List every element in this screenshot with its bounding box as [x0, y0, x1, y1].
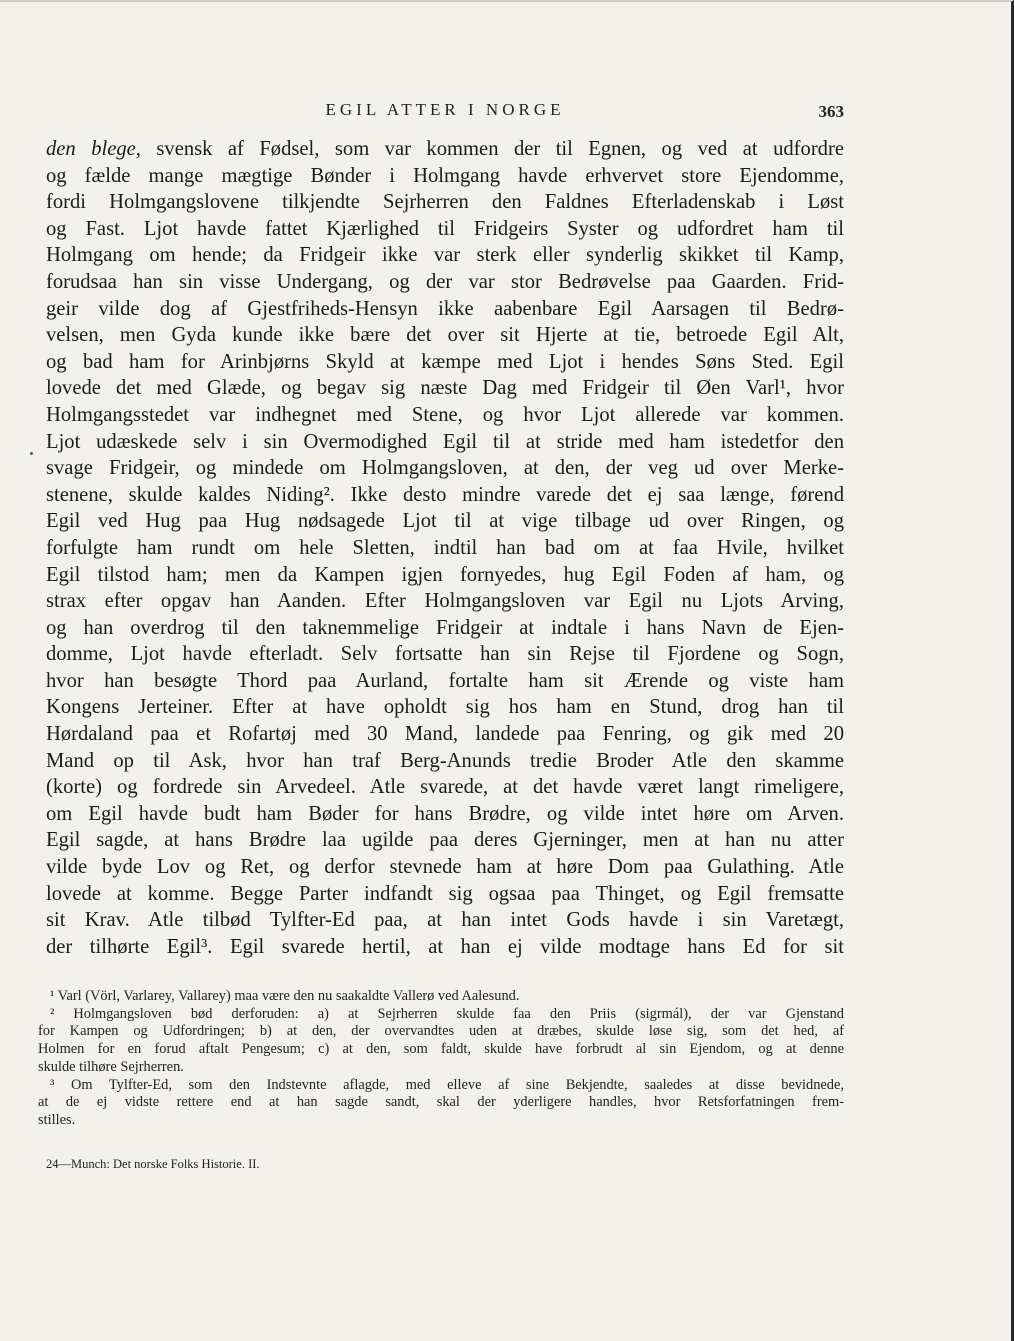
body-line: Holmgang om hende; da Fridgeir ikke var sterk eller synderlig skikket til Kamp,: [46, 244, 844, 267]
footnote-line: Holmen for en forud aftalt Pengesum; c) at den, som faldt, skulde have forbrudt al sin Ejendom, og at denne: [38, 1041, 844, 1058]
lead-italic: den blege,: [46, 138, 141, 160]
body-line: geir vilde dog af Gjestfriheds-Hensyn ikke aabenbare Egil Aarsagen til Bedrø-: [46, 297, 844, 320]
printer-signature: 24—Munch: Det norske Folks Historie. II.: [46, 1157, 260, 1171]
body-line: og han overdrog til den taknemmelige Fridgeir at indtale i hans Navn de Ejen-: [46, 616, 844, 639]
footnote: [38, 988, 844, 1006]
body-line: velsen, men Gyda kunde ikke bære det over sit Hjerte at tie, betroede Egil Alt,: [46, 324, 844, 347]
body-line: sit Krav. Atle tilbød Tylfter-Ed paa, at han intet Gods havde i sin Varetægt,: [46, 909, 844, 932]
footnote: [38, 1006, 844, 1077]
body-line: vilde byde Lov og Ret, og derfor stevnede ham at høre Dom paa Gulathing. Atle: [46, 856, 844, 879]
body-line: strax efter opgav han Aanden. Efter Holmgangsloven var Egil nu Ljots Arving,: [46, 590, 844, 613]
footnote-line: for Kampen og Udfordringen; b) at den, der overvandtes uden at dræbes, skulde løse sig, som det hed, af: [38, 1023, 844, 1040]
body-line: stenene, skulde kaldes Niding². Ikke desto mindre varede det ej saa længe, førend: [46, 483, 844, 506]
body-line: hvor han besøgte Thord paa Aurland, fortalte ham sit Ærende og viste ham: [46, 669, 844, 692]
body-line: svage Fridgeir, og mindede om Holmgangsloven, at den, der veg ud over Merke-: [46, 457, 844, 480]
body-line: og fælde mange mægtige Bønder i Holmgang havde erhvervet store Ejendomme,: [46, 164, 844, 187]
footnote-line: ² Holmgangsloven bød derforuden: a) at Sejrherren skulde faa den Priis (sigrmál), der var Gjenstand: [50, 1005, 844, 1022]
body-line: lovede det med Glæde, og begav sig næste Dag med Fridgeir til Øen Varl¹, hvor: [46, 377, 844, 400]
body-line: Holmgangsstedet var indhegnet med Stene, og hvor Ljot allerede var kommen.: [46, 403, 844, 426]
footnote-line: at de ej vidste rettere end at han sagde sandt, skal der yderligere handles, hvor Retsforfatningen frem-: [38, 1094, 844, 1111]
body-line: Mand op til Ask, hvor han traf Berg-Anunds tredie Broder Atle den skamme: [46, 749, 844, 772]
footnote-line: skulde tilhøre Sejrherren.: [38, 1058, 184, 1075]
margin-mark: [30, 452, 33, 455]
body-line: Egil ved Hug paa Hug nødsagede Ljot til at vige tilbage ud over Ringen, og: [46, 510, 844, 533]
body-line: Hørdaland paa et Rofartøj med 30 Mand, landede paa Fenring, og gik med 20: [46, 723, 844, 746]
body-line: der tilhørte Egil³. Egil svarede hertil, at han ej vilde modtage hans Ed for sit: [46, 935, 844, 958]
footnote-line: ¹ Varl (Vörl, Varlarey, Vallarey) maa være den nu saakaldte Vallerø ved Aalesund.: [50, 988, 520, 1004]
body-line: domme, Ljot havde efterladt. Selv fortsatte han sin Rejse til Fjordene og Sogn,: [46, 643, 844, 666]
body-lines: [46, 163, 844, 961]
body-line: fordi Holmgangslovene tilkjendte Sejrherren den Faldnes Efterladenskab i Løst: [46, 191, 844, 214]
body-line: Kongens Jerteiner. Efter at have opholdt sig hos ham en Stund, drog han til: [46, 696, 844, 719]
body-line: Ljot udæskede selv i sin Overmodighed Egil til at stride med ham istedetfor den: [46, 430, 844, 453]
page-header: [46, 100, 844, 130]
page-number: 363: [818, 102, 844, 121]
body-text: [46, 136, 844, 960]
body-line: og bad ham for Arinbjørns Skyld at kæmpe med Ljot i hendes Søns Sted. Egil: [46, 350, 844, 373]
body-line: om Egil havde budt ham Bøder for hans Brødre, og vilde intet høre om Arven.: [46, 802, 844, 825]
footnotes: [38, 988, 844, 1130]
body-line: forfulgte ham rundt om hele Sletten, indtil han bad om at faa Hvile, hvilket: [46, 536, 844, 559]
body-line: (korte) og fordrede sin Arvedeel. Atle svarede, at det havde været langt rimeligere,: [46, 776, 844, 799]
body-line: [46, 136, 844, 163]
first-line-rest: svensk af Fødsel, som var kommen der til Egnen, og ved at udfordre: [140, 138, 844, 160]
running-head: EGIL ATTER I NORGE: [325, 100, 565, 119]
body-line: Egil sagde, at hans Brødre laa ugilde paa deres Gjerninger, men at han nu atter: [46, 829, 844, 852]
body-line: Egil tilstod ham; men da Kampen igjen fornyedes, hug Egil Foden af ham, og: [46, 563, 844, 586]
footnote-line: stilles.: [38, 1111, 76, 1128]
body-line: og Fast. Ljot havde fattet Kjærlighed til Fridgeirs Syster og udfordret ham til: [46, 217, 844, 240]
footnote-line: ³ Om Tylfter-Ed, som den Indstevnte aflagde, med elleve af sine Bekjendte, saaledes at disse bevidnede,: [50, 1076, 844, 1093]
body-line: forudsaa han sin visse Undergang, og der var stor Bedrøvelse paa Gaarden. Frid-: [46, 270, 844, 293]
footnote: [38, 1077, 844, 1130]
body-line: lovede at komme. Begge Parter indfandt sig ogsaa paa Thinget, og Egil fremsatte: [46, 882, 844, 905]
